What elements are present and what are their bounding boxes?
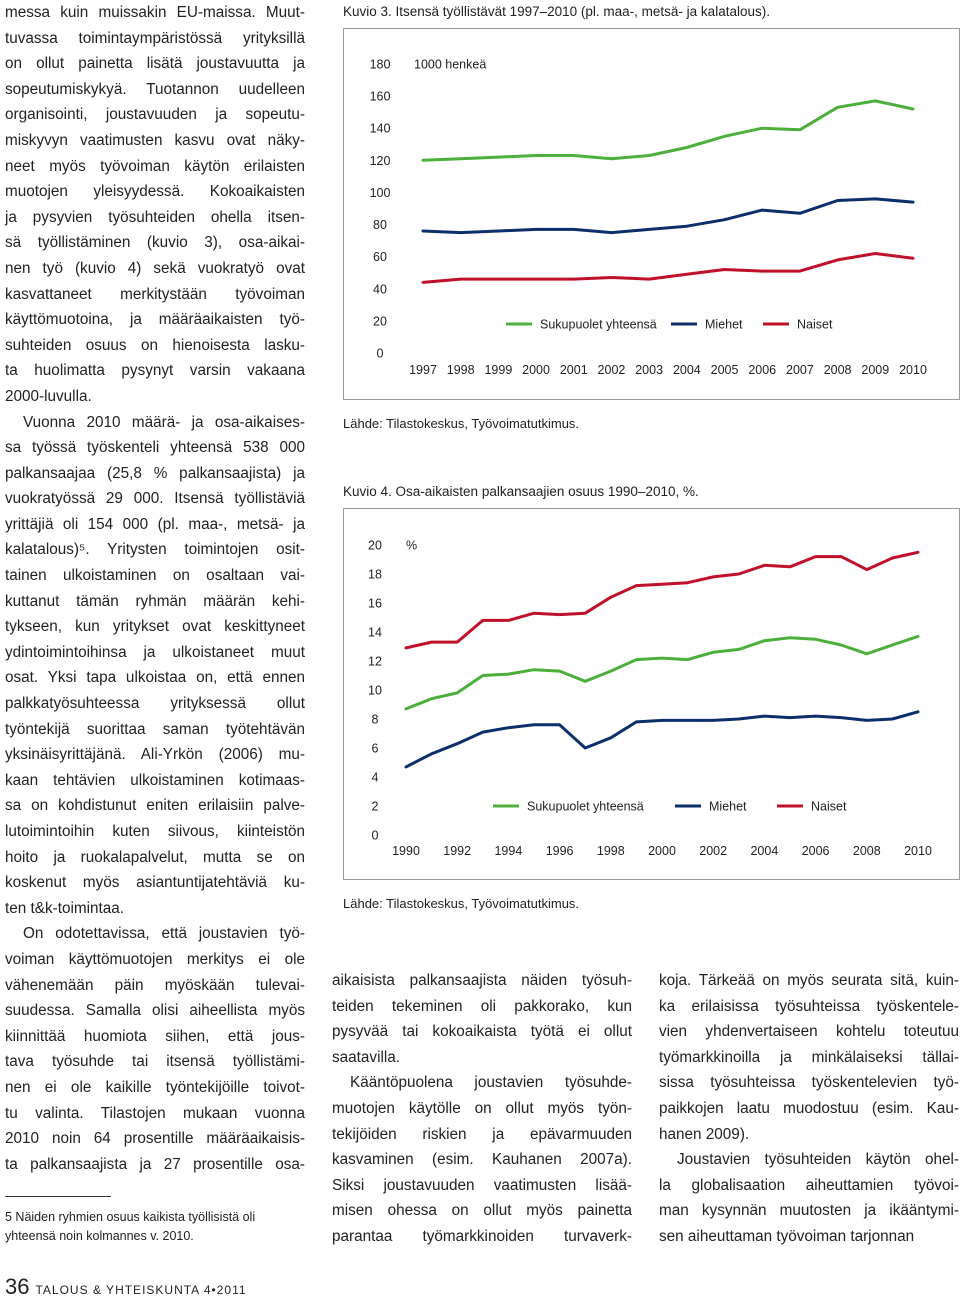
x-tick-label: 2006 (748, 363, 777, 377)
text-line: kalatalous)⁵. Yritysten toimintojen osit- (5, 541, 305, 559)
page-footer (5, 1274, 247, 1300)
text-line: aikaisista palkansaajista näiden työsuh- (332, 972, 632, 989)
x-tick-label: 2000 (648, 844, 676, 858)
text-line: tuvassa toimintaympäristössä yrityksillä (5, 29, 305, 47)
y-tick-label: 12 (368, 654, 382, 669)
legend-label: Sukupuolet yhteensä (527, 799, 644, 814)
text-line: ten t&k-toimintaa. (5, 899, 125, 917)
text-line: ka erilaisissa työsuhteissa työskentele- (659, 997, 959, 1015)
x-tick-label: 1998 (596, 844, 625, 858)
text-line: osat. Yksi tapa ulkoistaa on, että ennen (5, 669, 305, 687)
text-line: pysyvää tai kokoaikaista työtä ei ollut (332, 1023, 632, 1041)
x-tick-label: 2002 (699, 844, 728, 858)
y-tick-label: 140 (369, 121, 391, 136)
y-tick-label: 40 (373, 282, 387, 297)
series-line-1 (406, 712, 918, 767)
text-line: vähenemään päin myöskään tulevai- (5, 976, 305, 994)
x-tick-label: 1999 (484, 363, 513, 377)
figure-3-caption: Kuvio 3. Itsensä työllistävät 1997–2010 (pl. maa-, metsä- ja kalatalous). (343, 4, 770, 19)
text-line: nen työ (kuvio 4) sekä vuokratyö ovat (5, 259, 305, 277)
y-tick-label: 0 (371, 828, 379, 843)
y-tick-label: 16 (368, 596, 382, 611)
x-tick-label: 2000 (522, 363, 550, 377)
text-line: la globalisaation aiheuttamien työvoi- (659, 1176, 959, 1194)
y-tick-label: 18 (368, 567, 382, 582)
text-line: sen aiheuttaman työvoiman tarjonnan (659, 1227, 915, 1245)
y-tick-label: 4 (371, 770, 379, 785)
legend-label: Naiset (797, 317, 833, 332)
x-tick-label: 1990 (392, 844, 420, 858)
text-line: voiman käyttömuotojen merkitys ei ole (5, 950, 305, 968)
text-line: muotojen käytölle on ollut myös työn- (332, 1099, 632, 1117)
y-tick-label: 180 (369, 57, 391, 72)
x-tick-label: 1998 (446, 363, 475, 377)
unit-label: % (406, 538, 418, 553)
x-tick-label: 1996 (545, 844, 574, 858)
text-line: tu valinta. Tilastojen mukaan vuonna (5, 1104, 305, 1122)
x-tick-label: 2003 (635, 363, 664, 377)
footnote (5, 1208, 305, 1246)
text-line: koja. Tärkeää on myös seurata sitä, kuin- (659, 972, 959, 989)
text-line: muotojen yleisyydessä. Kokoaikaisten (5, 183, 305, 201)
text-line: tava työsuhde tai itsensä työllistämi- (5, 1053, 305, 1071)
journal-name: TALOUS & YHTEISKUNTA 4•2011 (35, 1283, 247, 1297)
text-line: yksinäisyrittäjänä. Ali-Yrkön (2006) mu- (5, 746, 305, 764)
text-line: hanen 2009). (659, 1125, 750, 1143)
text-line: ta palkansaajista ja 27 prosentille osa- (5, 1155, 305, 1173)
middle-column (332, 968, 632, 1250)
y-tick-label: 14 (368, 625, 382, 640)
right-column (659, 968, 959, 1250)
figure-3-chart (343, 28, 960, 400)
y-tick-label: 8 (371, 712, 379, 727)
text-line: vien yhdenvertaiseen kohtelu toteutuu (659, 1023, 959, 1041)
figure-3-source: Lähde: Tilastokeskus, Työvoimatutkimus. (343, 416, 580, 431)
text-line: neet myös työvoiman käytön erilaisten (5, 157, 305, 175)
left-column (5, 0, 305, 1177)
text-line: kuttanut tämän ryhmän määrän kehi- (5, 592, 305, 610)
text-line: miskyvyn vaatimusten kasvu ovat näky- (5, 131, 305, 149)
footnote-divider (5, 1196, 111, 1197)
series-line-0 (423, 101, 913, 160)
chart-border (344, 509, 960, 880)
text-line: on ollut painetta lisätä joustavuutta ja (5, 55, 305, 73)
text-line: sä työllistäminen (kuvio 3), osa-aikai- (5, 234, 305, 252)
text-line: teiden tekeminen oli pakkorako, kun (332, 997, 632, 1015)
text-line: sopeutumiskykyä. Tuotannon uudelleen (5, 80, 305, 98)
y-tick-label: 80 (373, 218, 387, 233)
text-line: vuokratyössä 29 000. Itsensä työllistäviä (5, 490, 305, 508)
y-tick-label: 2 (371, 799, 379, 814)
y-tick-label: 160 (369, 89, 391, 104)
x-tick-label: 2008 (823, 363, 852, 377)
figure-4-caption: Kuvio 4. Osa-aikaisten palkansaajien osuus 1990–2010, %. (343, 484, 699, 499)
series-line-1 (423, 199, 913, 233)
text-line: man kysynnän muutosten ja ikääntymi- (659, 1202, 959, 1220)
page-number: 36 (5, 1274, 30, 1299)
text-line: tykseen, kun yritykset ovat keskittyneet (5, 618, 305, 636)
x-tick-label: 2007 (786, 363, 814, 377)
y-tick-label: 20 (373, 314, 387, 329)
text-line: työntekijä suorittaa saman työtehtävän (5, 720, 305, 738)
x-tick-label: 1992 (443, 844, 472, 858)
text-line: sa työssä työskenteli yhteensä 538 000 (5, 439, 305, 457)
text-line: palkkatyösuhteessa yrityksessä ollut (5, 695, 305, 713)
unit-label: 1000 henkeä (414, 57, 487, 72)
legend-label: Naiset (811, 799, 847, 814)
text-line: kasvaminen (esim. Kauhanen 2007a). (332, 1151, 632, 1169)
text-line: kasvattaneet merkitystään työvoiman (5, 285, 305, 303)
x-tick-label: 2002 (597, 363, 626, 377)
text-line: yrittäjiä oli 154 000 (pl. maa-, metsä- ja (5, 515, 305, 533)
text-line: käyttömuotoina, ja määräaikaisten työ- (5, 311, 305, 329)
text-line: suhteiden osuus on hienoisesta lasku- (5, 336, 305, 354)
text-line: messa kuin muissakin EU-maissa. Muut- (5, 4, 305, 21)
text-line: suudessa. Samalla olisi aiheellista myös (5, 1002, 305, 1020)
x-tick-label: 2004 (750, 844, 779, 858)
text-line: ydintoimintoihinsa ja ulkoistaneet muut (5, 643, 305, 661)
x-tick-label: 2004 (672, 363, 701, 377)
text-line: organisointi, joustavuuden ja sopeutu- (5, 106, 305, 124)
text-line: parantaa työmarkkinoiden turvaverk- (332, 1227, 632, 1245)
text-line: nen ei ole kaikille työntekijöille toivot- (5, 1078, 305, 1096)
x-tick-label: 2009 (861, 363, 890, 377)
text-line: lutoimintoihin kuten siivous, kiinteistön (5, 823, 305, 840)
x-tick-label: 2008 (852, 844, 881, 858)
text-line: koskenut myös asiantuntijatehtäviä ku- (5, 874, 305, 892)
y-tick-label: 60 (373, 250, 387, 265)
y-tick-label: 100 (369, 185, 391, 200)
text-line: tainen ulkoistaminen on osaltaan vai- (5, 567, 305, 585)
text-line: misen ohessa on ollut myös painetta (332, 1202, 632, 1220)
text-line: tekijöiden riskien ja epävarmuuden (332, 1125, 632, 1143)
text-line: ja pysyvien työsuhteiden ohella itsen- (5, 208, 305, 226)
y-tick-label: 6 (371, 741, 379, 756)
y-tick-label: 20 (368, 538, 382, 553)
x-tick-label: 1994 (494, 844, 523, 858)
text-line: kaan tehtävien ulkoistaminen kotimaas- (5, 771, 305, 789)
y-tick-label: 0 (376, 346, 384, 361)
x-tick-label: 2006 (801, 844, 830, 858)
text-line: ta huolimatta pysynyt varsin vakaana (5, 362, 305, 380)
x-tick-label: 2010 (904, 844, 932, 858)
text-line: hoito ja ruokalapalvelut, mutta se on (5, 848, 305, 866)
text-line: Joustavien työsuhteiden käytön ohel- (677, 1151, 959, 1169)
y-tick-label: 120 (369, 153, 391, 168)
text-line: työmarkkinoilla ja minkälaiseksi tällai- (659, 1048, 959, 1066)
text-line: saatavilla. (332, 1048, 401, 1066)
text-line: 2000-luvulla. (5, 387, 92, 405)
text-line: Siksi joustavuuden vaatimusten lisää- (332, 1176, 632, 1194)
text-line: On odotettavissa, että joustavien työ- (23, 925, 305, 943)
footnote-line: yhteensä noin kolmannes v. 2010. (5, 1229, 194, 1243)
figure-4-chart (343, 508, 960, 880)
x-tick-label: 2010 (899, 363, 927, 377)
footnote-line: 5 Näiden ryhmien osuus kaikista työllisistä oli (5, 1210, 256, 1224)
legend-label: Miehet (705, 317, 743, 332)
text-line: sissa työsuhteissa työskentelevien työ- (659, 1074, 959, 1092)
text-line: Kääntöpuolena joustavien työsuhde- (350, 1074, 632, 1092)
series-line-2 (406, 552, 918, 648)
text-line: paikkojen laatu muodostuu (esim. Kau- (659, 1099, 959, 1117)
text-line: Vuonna 2010 määrä- ja osa-aikaises- (23, 413, 305, 431)
y-tick-label: 10 (368, 683, 382, 698)
text-line: sa on kohdistunut eniten erilaisiin palve- (5, 797, 305, 815)
series-line-2 (423, 254, 913, 283)
text-line: kiinnittää huomiota siihen, että jous- (5, 1027, 305, 1045)
text-line: 2010 noin 64 prosentille määräaikaisis- (5, 1130, 305, 1148)
x-tick-label: 2005 (710, 363, 739, 377)
legend-label: Sukupuolet yhteensä (540, 317, 657, 332)
chart-border (344, 29, 960, 400)
series-line-0 (406, 636, 918, 709)
figure-4-source: Lähde: Tilastokeskus, Työvoimatutkimus. (343, 896, 580, 911)
text-line: palkansaajaa (25,8 % palkansaajista) ja (5, 464, 305, 482)
x-tick-label: 2001 (559, 363, 588, 377)
legend-label: Miehet (709, 799, 747, 814)
x-tick-label: 1997 (409, 363, 437, 377)
